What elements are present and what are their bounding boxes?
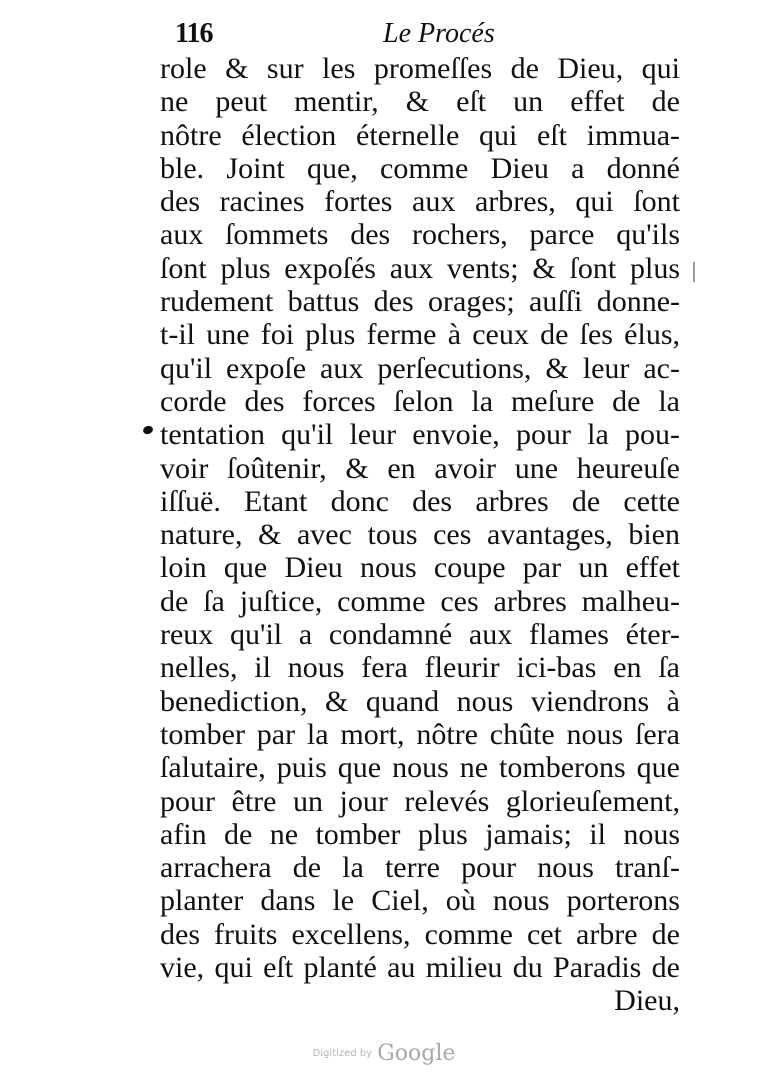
text-line: ne peut mentir, & eſt un effet de [160, 85, 680, 119]
catchword: Dieu, [614, 984, 680, 1018]
margin-mark [693, 262, 695, 282]
text-line: role & sur les promeſſes de Dieu, qui [160, 52, 680, 85]
text-line: pour être un jour relevés glorieuſement, [160, 784, 680, 818]
text-line: arrachera de la terre pour nous tranſ- [160, 851, 680, 885]
text-line: planter dans le Ciel, où nous porterons [160, 884, 680, 918]
text-line: voir ſoûtenir, & en avoir une heureuſe [160, 451, 680, 485]
body-text [160, 52, 680, 1018]
text-line: rudement battus des orages; auſſi donne- [160, 285, 680, 319]
text-line: qu'il expoſe aux perſecutions, & leur ac- [160, 351, 680, 385]
page-header [175, 18, 535, 52]
text-line: loin que Dieu nous coupe par un effet [160, 551, 680, 585]
google-logo: Google [377, 1041, 456, 1066]
text-line: ſalutaire, puis que nous ne tomberons que [160, 751, 680, 785]
text-line: ble. Joint que, comme Dieu a donné [160, 151, 680, 185]
text-line: tomber par la mort, nôtre chûte nous ſera [160, 717, 680, 751]
text-line: de ſa juſtice, comme ces arbres malheu- [160, 584, 680, 618]
text-line: nôtre élection éternelle qui eſt immua- [160, 118, 680, 152]
digitized-label: Digitized by [312, 1048, 373, 1059]
text-line: corde des forces ſelon la meſure de la [160, 384, 680, 418]
page-number: 116 [175, 18, 213, 49]
text-line: des racines fortes aux arbres, qui ſont [160, 185, 680, 219]
text-line: afin de ne tomber plus jamais; il nous [160, 817, 680, 851]
text-line: reux qu'il a condamné aux flames éter- [160, 618, 680, 652]
text-line: ſont plus expoſés aux vents; & ſont plus [160, 251, 680, 285]
text-line: vie, qui eſt planté au milieu du Paradis de [160, 951, 680, 985]
text-line: nature, & avec tous ces avantages, bien [160, 518, 680, 552]
ink-blot-mark [142, 425, 154, 436]
text-line: t-il une foi plus ferme à ceux de ſes élus, [160, 318, 680, 352]
digitization-watermark [0, 1041, 768, 1066]
running-title: Le Procés [383, 18, 495, 49]
text-line: des fruits excellens, comme cet arbre de [160, 917, 680, 951]
text-line: nelles, il nous fera fleurir ici-bas en ſa [160, 651, 680, 685]
text-line: benediction, & quand nous viendrons à [160, 684, 680, 718]
text-line: iſſuë. Etant donc des arbres de cette [160, 484, 680, 518]
text-line: aux ſommets des rochers, parce qu'ils [160, 218, 680, 252]
text-line: tentation qu'il leur envoie, pour la pou- [160, 418, 680, 452]
